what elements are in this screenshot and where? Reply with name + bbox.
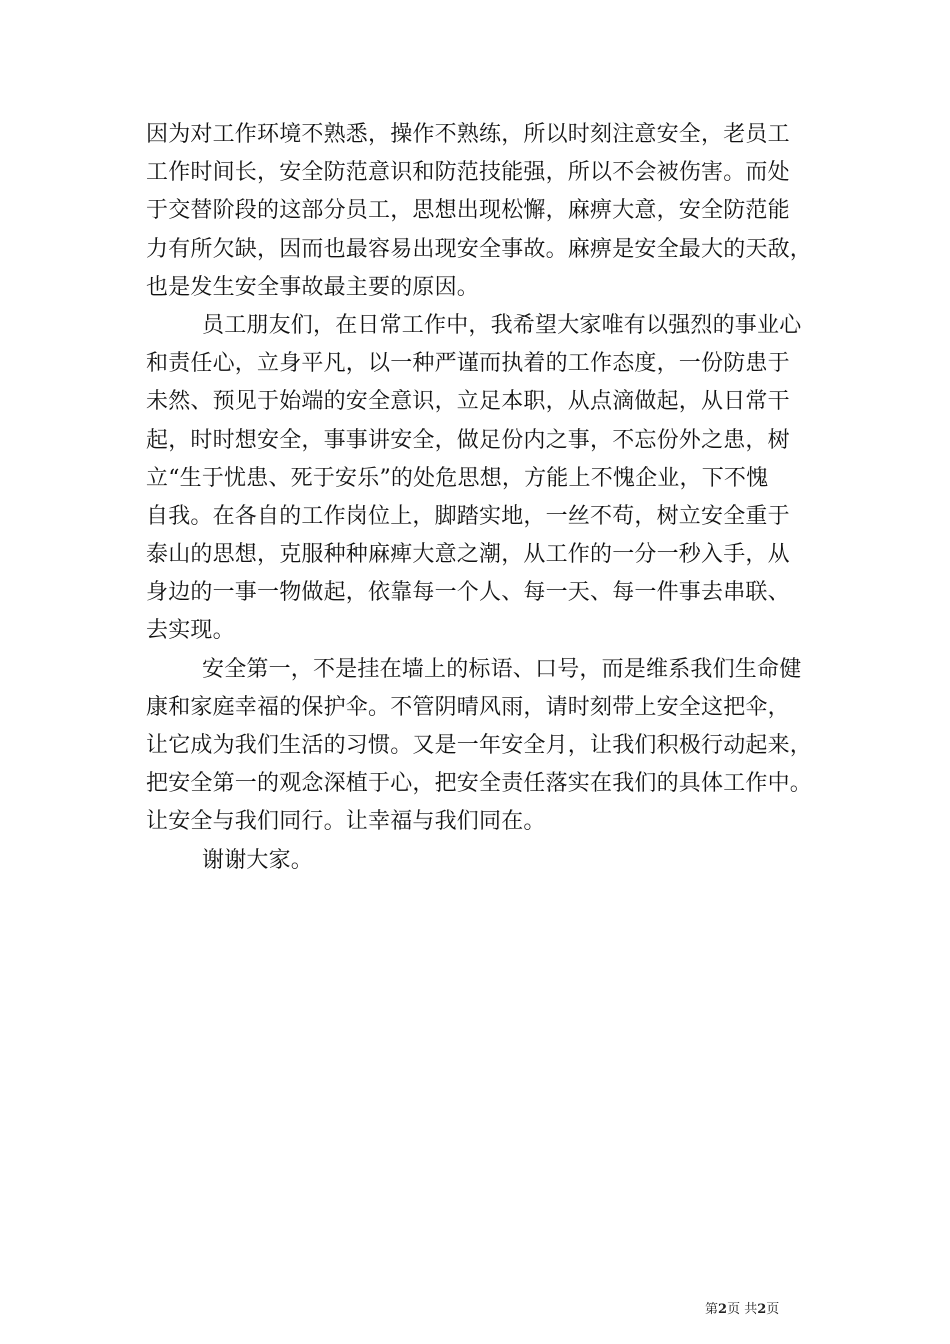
footer-middle: 页 共 [727,1302,758,1317]
paragraph-2-line: 身边的一事一物做起，依靠每一个人、每一天、每一件事去串联、 [146,580,790,606]
closing-line: 谢谢大家。 [202,847,314,873]
paragraph-2-line: 泰山的思想，克服种种麻痺大意之潮，从工作的一分一秒入手，从 [146,542,790,568]
footer-current-page: 2 [718,1302,728,1317]
paragraph-1-line: 力有所欠缺，因而也最容易出现安全事故。麻痹是安全最大的天敌， [146,236,813,262]
document-body [146,116,826,880]
paragraph-2-line: 去实现。 [146,618,235,644]
paragraph-3-line: 康和家庭幸福的保护伞。不管阴晴风雨，请时刻带上安全这把伞， [146,694,790,720]
paragraph-1-line: 于交替阶段的这部分员工，思想出现松懈，麻痹大意，安全防范能 [146,198,790,224]
paragraph-2-line: 和责任心，立身平凡，以一种严谨而执着的工作态度，一份防患于 [146,351,790,377]
footer-total-pages: 2 [757,1302,767,1317]
paragraph-3-line: 让它成为我们生活的习惯。又是一年安全月，让我们积极行动起来， [146,733,813,758]
footer-prefix: 第 [705,1302,719,1317]
paragraph-3-first-line: 安全第一，不是挂在墙上的标语、口号，而是维系我们生命健 [202,656,802,682]
page-number-footer [705,1302,779,1318]
paragraph-2-line: 起，时时想安全，事事讲安全，做足份内之事，不忘份外之患，树 [146,427,790,453]
paragraph-2-first-line: 员工朋友们，在日常工作中，我希望大家唯有以强烈的事业心 [202,312,802,338]
paragraph-1-line: 工作时间长，安全防范意识和防范技能强，所以不会被伤害。而处 [146,160,790,186]
paragraph-2-line: 未然、预见于始端的安全意识，立足本职，从点滴做起，从日常干 [146,389,790,415]
paragraph-1-line: 因为对工作环境不熟悉，操作不熟练，所以时刻注意安全，老员工 [146,122,790,147]
paragraph-2-line: 自我。在各自的工作岗位上，脚踏实地，一丝不苟，树立安全重于 [146,503,790,529]
footer-suffix: 页 [766,1302,780,1317]
paragraph-1-line: 也是发生安全事故最主要的原因。 [146,274,480,300]
paragraph-2-line: 立“生于忧患、死于安乐”的处危思想，方能上不愧企业，下不愧 [146,465,769,491]
paragraph-3-line: 让安全与我们同行。让幸福与我们同在。 [146,809,546,835]
paragraph-3-line: 把安全第一的观念深植于心，把安全责任落实在我们的具体工作中。 [146,771,813,797]
